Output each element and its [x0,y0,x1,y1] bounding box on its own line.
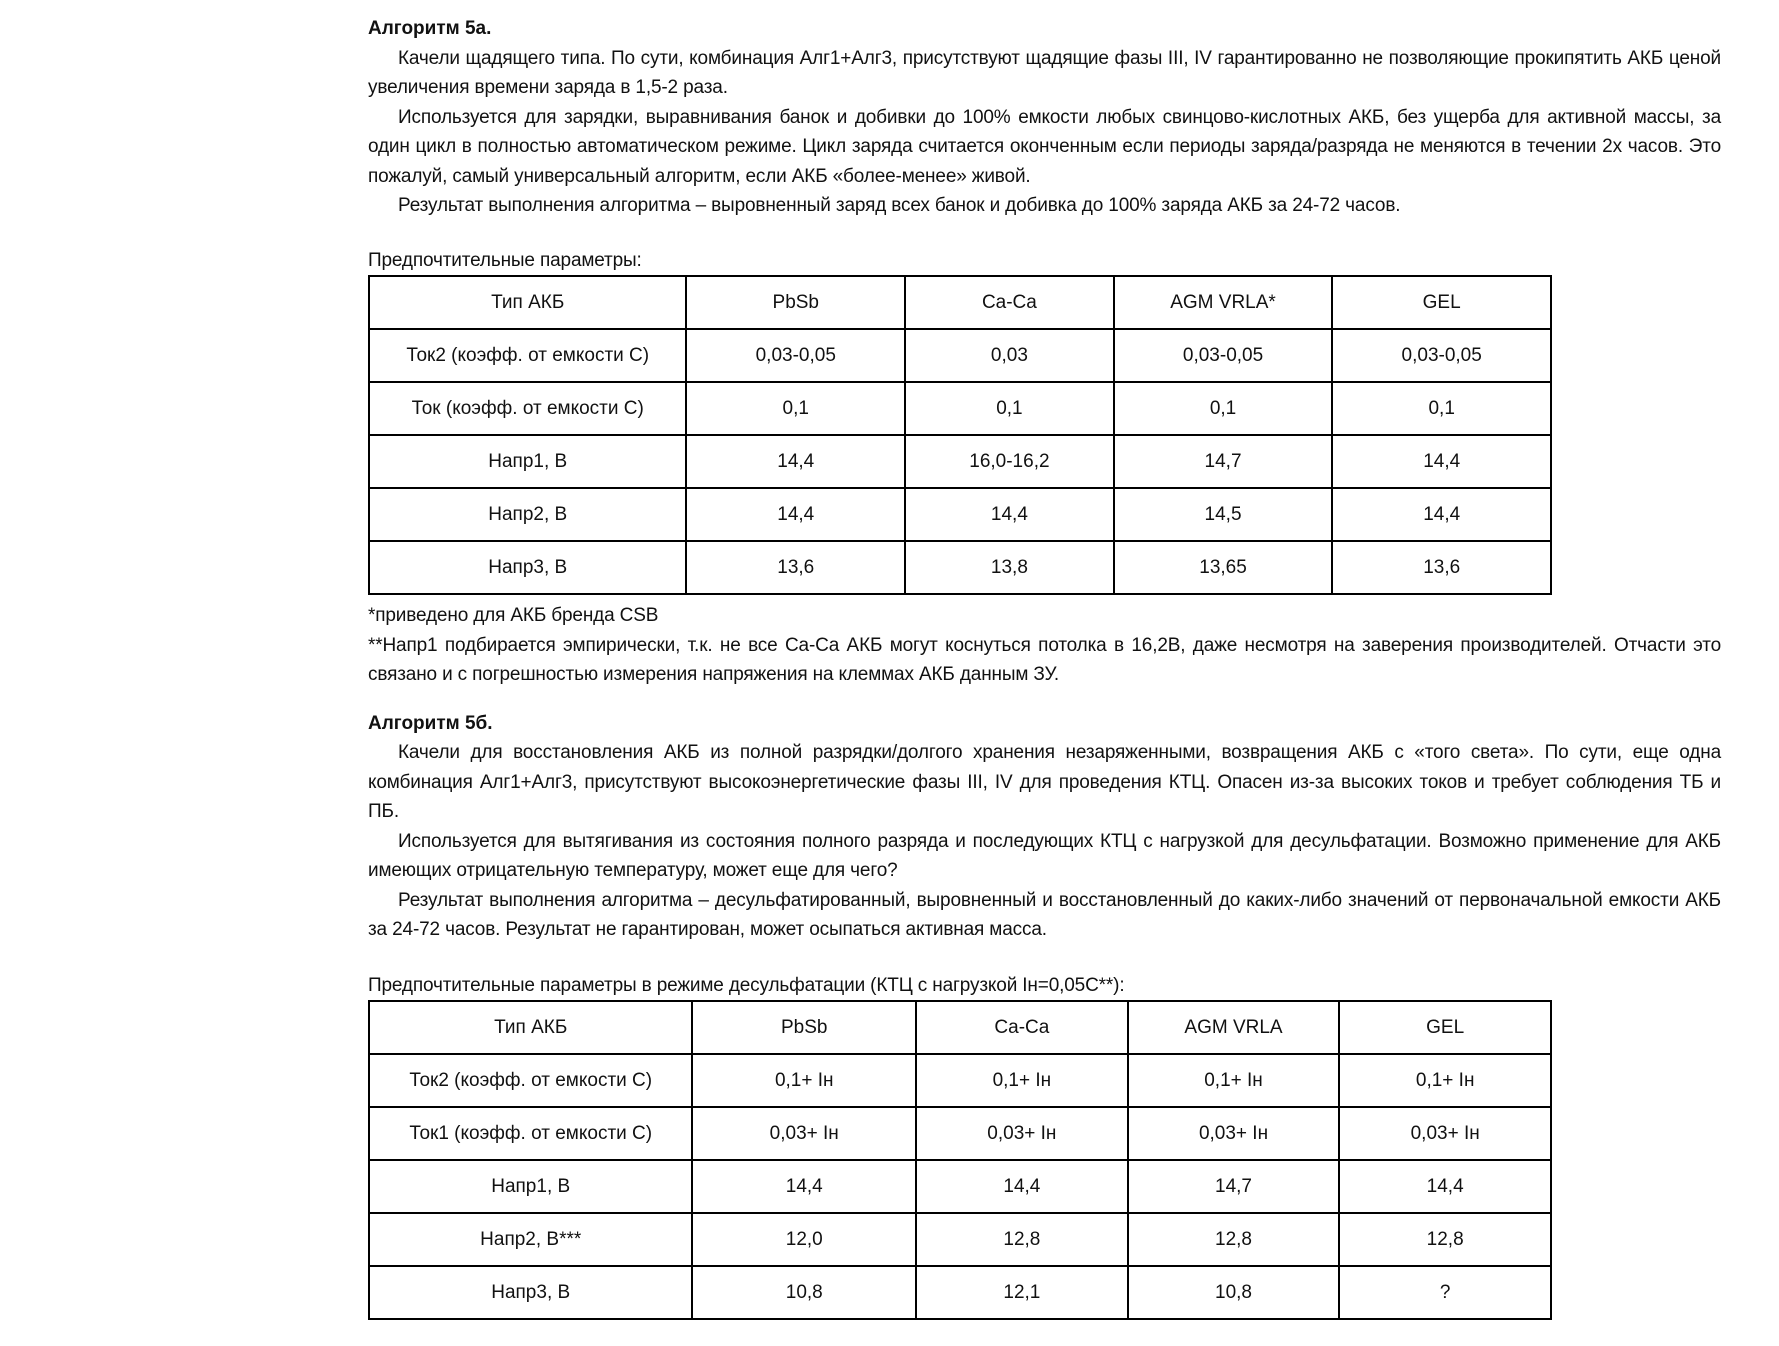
table-cell: 13,65 [1114,541,1333,594]
table-cell: 16,0-16,2 [905,435,1114,488]
table-row-label: Напр1, В [369,1160,692,1213]
table-row-label: Ток (коэфф. от емкости С) [369,382,686,435]
section-b-table-caption: Предпочтительные параметры в режиме десульфатации (КТЦ с нагрузкой Iн=0,05С**): [368,974,1125,996]
table-cell: 0,1 [1114,382,1333,435]
section-a-paragraph-2: Используется для зарядки, выравнивания банок и добивки до 100% емкости любых свинцово-кислотных АКБ, без ущерба для активной массы, за один цикл в полностью автоматическом режиме. Цикл заряда считается оконченным если периоды заряда/разряда не меняются в течении 2х часов. Это пожалуй, самый универсальный алгоритм, если АКБ «более-менее» живой. [368,106,1721,187]
section-b-title: Алгоритм 5б. [368,712,493,734]
table-header-cell: Ca-Ca [916,1001,1128,1054]
table-header-cell: AGM VRLA [1128,1001,1340,1054]
table-header-cell: Тип АКБ [369,276,686,329]
table-cell: 0,03+ Iн [1339,1107,1551,1160]
table-cell: 14,4 [905,488,1114,541]
table-cell: 14,4 [686,488,905,541]
table-cell: 13,8 [905,541,1114,594]
params-table-5b [368,1000,1552,1320]
table-cell: 0,1 [686,382,905,435]
table-row [369,329,1551,382]
table-cell: 0,03+ Iн [692,1107,916,1160]
table-row [369,541,1551,594]
table-row-label: Напр3, В [369,1266,692,1319]
section-a-table-caption: Предпочтительные параметры: [368,249,642,271]
table-cell: 12,8 [1128,1213,1340,1266]
section-b-paragraph-2: Используется для вытягивания из состояния полного разряда и последующих КТЦ с нагрузкой для десульфатации. Возможно применение для АКБ имеющих отрицательную температуру, может еще для чего? [368,830,1721,881]
table-row [369,1107,1551,1160]
table-row [369,435,1551,488]
table-cell: 0,03-0,05 [1114,329,1333,382]
table-cell: 0,1+ Iн [916,1054,1128,1107]
table-cell: 14,4 [916,1160,1128,1213]
table-cell: 14,5 [1114,488,1333,541]
table-cell: 14,7 [1128,1160,1340,1213]
table-cell: 12,0 [692,1213,916,1266]
footnote-napr1: **Напр1 подбирается эмпирически, т.к. не все Ca-Ca АКБ могут коснуться потолка в 16,2В, даже несмотря на заверения производителей. Отчасти это связано и с погрешностью измерения напряжения на клеммах АКБ данным ЗУ. [368,634,1721,685]
table-row [369,1266,1551,1319]
table-cell: 14,7 [1114,435,1333,488]
table-cell: 0,03 [905,329,1114,382]
table-row-label: Напр2, В*** [369,1213,692,1266]
table-cell: 14,4 [692,1160,916,1213]
section-a-paragraph-3: Результат выполнения алгоритма – выровненный заряд всех банок и добивка до 100% заряда АКБ за 24-72 часов. [398,195,1401,216]
table-header-cell: Тип АКБ [369,1001,692,1054]
table-row [369,382,1551,435]
table-cell: 0,03-0,05 [686,329,905,382]
section-b-paragraph-3: Результат выполнения алгоритма – десульфатированный, выровненный и восстановленный до каких-либо значений от первоначальной емкости АКБ за 24-72 часов. Результат не гарантирован, может осыпаться активная масса. [368,889,1721,940]
table-header-cell: Ca-Ca [905,276,1114,329]
table-header-row [369,1001,1551,1054]
table-cell: 0,03-0,05 [1332,329,1551,382]
table-row [369,1160,1551,1213]
section-a-paragraph-1: Качели щадящего типа. По сути, комбинация Алг1+Алг3, присутствуют щадящие фазы III, IV гарантированно не позволяющие прокипятить АКБ ценой увеличения времени заряда в 1,5-2 раза. [368,47,1721,98]
table-cell: 12,8 [1339,1213,1551,1266]
table-cell: 0,1 [1332,382,1551,435]
spacer [368,690,1721,709]
section-a-title: Алгоритм 5а. [368,18,492,39]
table-row-label: Напр3, В [369,541,686,594]
table-cell: 0,1+ Iн [1339,1054,1551,1107]
table-header-cell: PbSb [686,276,905,329]
table-cell: 14,4 [1339,1160,1551,1213]
table-cell: ? [1339,1266,1551,1319]
table-cell: 14,4 [1332,435,1551,488]
table-cell: 10,8 [692,1266,916,1319]
table-row-label: Ток2 (коэфф. от емкости С) [369,329,686,382]
table-cell: 0,03+ Iн [916,1107,1128,1160]
table-cell: 12,8 [916,1213,1128,1266]
table-cell: 0,1 [905,382,1114,435]
table-header-row [369,276,1551,329]
params-table-5a [368,275,1552,595]
table-cell: 12,1 [916,1266,1128,1319]
table-header-cell: PbSb [692,1001,916,1054]
table-row-label: Напр2, В [369,488,686,541]
table-header-cell: GEL [1332,276,1551,329]
table-cell: 13,6 [686,541,905,594]
table-cell: 10,8 [1128,1266,1340,1319]
table-header-cell: GEL [1339,1001,1551,1054]
table-row-label: Напр1, В [369,435,686,488]
table-cell: 0,03+ Iн [1128,1107,1340,1160]
table-cell: 13,6 [1332,541,1551,594]
table-row-label: Ток2 (коэфф. от емкости С) [369,1054,692,1107]
table-row [369,1213,1551,1266]
table-header-cell: AGM VRLA* [1114,276,1333,329]
spacer [368,221,1721,246]
table-row-label: Ток1 (коэфф. от емкости С) [369,1107,692,1160]
table-cell: 14,4 [686,435,905,488]
table-cell: 0,1+ Iн [692,1054,916,1107]
table-row [369,488,1551,541]
table-cell: 0,1+ Iн [1128,1054,1340,1107]
document [368,14,1721,1320]
table-row [369,1054,1551,1107]
section-b-paragraph-1: Качели для восстановления АКБ из полной разрядки/долгого хранения незаряженными, возвращения АКБ с «того света». По сути, еще одна комбинация Алг1+Алг3, присутствуют высокоэнергетические фазы III, IV для проведения КТЦ. Опасен из-за высоких токов и требует соблюдения ТБ и ПБ. [368,742,1721,822]
spacer [368,945,1721,971]
footnote-csb: *приведено для АКБ бренда CSB [368,605,659,626]
table-cell: 14,4 [1332,488,1551,541]
